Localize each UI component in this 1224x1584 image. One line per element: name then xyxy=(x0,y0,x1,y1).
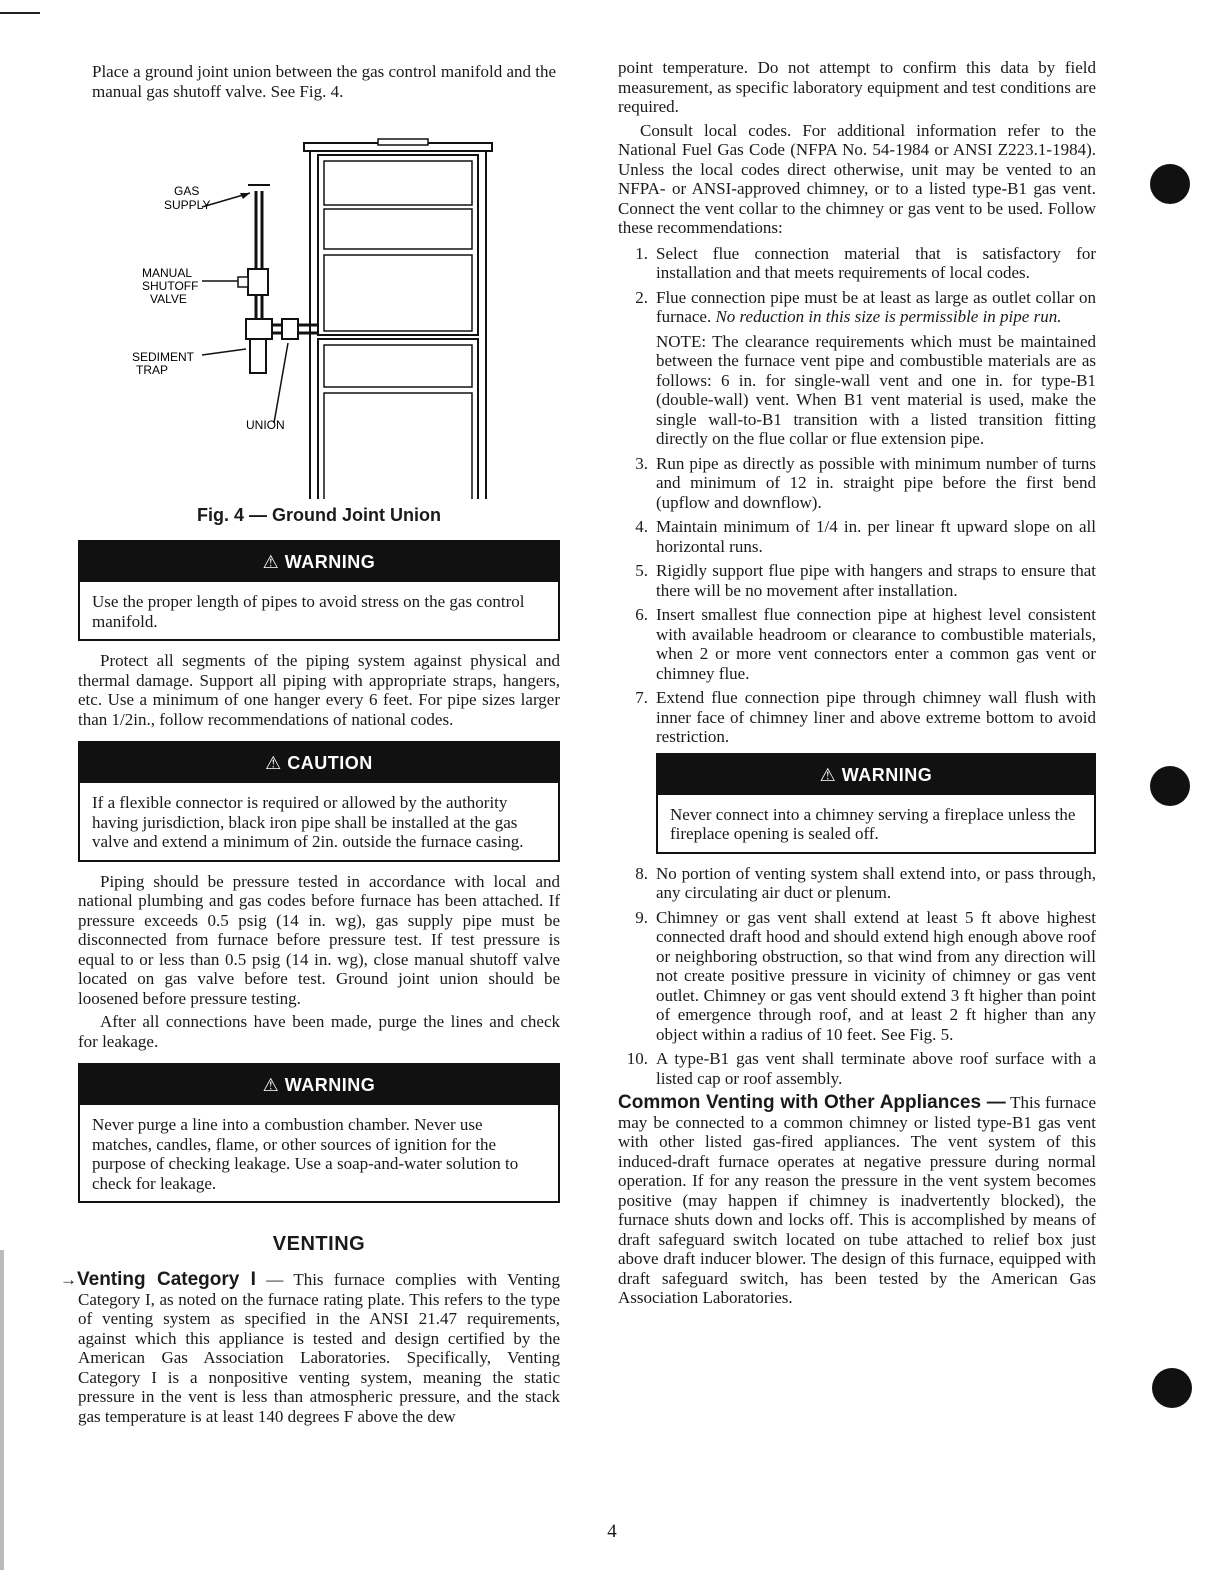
protect-paragraph: Protect all segments of the piping system against physical and thermal damage. Support all piping with appropriate straps, hangers, etc. Use a minimum of one hanger every 6 feet. For pipe sizes larger than 1/2in., follow recommendations of national codes. xyxy=(78,651,560,729)
warning-body: Never connect into a chimney serving a fireplace unless the fireplace opening is sealed off. xyxy=(670,804,1076,843)
page-number: 4 xyxy=(607,1521,617,1542)
sediment-trap xyxy=(250,339,266,373)
venting-category-text: — This furnace complies with Venting Category I, as noted on the furnace rating plate. This refers to the type of venting system as specified in the ANSI 21.47 requirements, against which this appliance is tested and design certified by the American Gas Association Laboratories. Specifically, Venting Category I is a nonpositive venting system, meaning the static pressure in the vent is less than atmospheric pressure, and the stack gas temperature is at least 140 degrees F above the dew xyxy=(78,1270,560,1426)
furnace-cabinet xyxy=(310,151,486,499)
top-rule xyxy=(0,12,40,14)
list-item: 10. A type-B1 gas vent shall terminate above roof surface with a listed cap or roof assembly. xyxy=(626,1049,1096,1088)
venting-section-title: VENTING xyxy=(272,1233,366,1255)
common-venting-heading: Common Venting with Other Appliances — xyxy=(618,1092,1006,1113)
intro-paragraph: Place a ground joint union between the gas control manifold and the manual gas shutoff valve. See Fig. 4. xyxy=(92,62,557,101)
list-item: 3. Run pipe as directly as possible with minimum number of turns and minimum of 12 in. straight pipe before the first bend (upflow and downflow). xyxy=(635,453,1096,512)
lower-panel-1 xyxy=(324,345,472,387)
recommendations-list-c xyxy=(618,864,1096,1089)
list-item: 9. Chimney or gas vent shall extend at least 5 ft above highest connected draft hood and should extend high enough above roof or neighboring obstruction, so that wind from any direction will not create positive pressure in vicinity of chimney or gas vent outlet. Chimney or gas vent should extend 3 ft higher than point of emergence through roof, and at least 2 ft higher than any object within a radius of 10 feet. See Fig. 5. xyxy=(635,907,1096,1044)
list-item: 5. Rigidly support flue pipe with hangers and straps to ensure that there will be no movement after installation. xyxy=(635,561,1096,600)
warning-header: ⚠ WARNING xyxy=(658,755,1094,795)
recommendations-list-a xyxy=(618,244,1096,327)
warning-box-purge xyxy=(78,1063,560,1203)
list-item: 4. Maintain minimum of 1/4 in. per linear ft upward slope on all horizontal runs. xyxy=(635,517,1096,556)
clearance-note: NOTE: The clearance requirements which must be maintained between the furnace vent pipe and combustible materials are as follows: 6 in. for single-wall vent and one in. for type-B1 (double-wall) vent. When B1 vent material is used, make the single wall-to-B1 transition with a listed transition fitting directly on the flue collar or flue extension pipe. xyxy=(656,331,1096,448)
label-valve: VALVE xyxy=(150,292,187,306)
margin-bullet-3 xyxy=(1152,1368,1192,1408)
lower-panel-outer xyxy=(318,339,478,499)
consult-paragraph: Consult local codes. For additional information refer to the National Fuel Gas Code (NFPA No. 54-1984 or ANSI Z223.1-1984). Unless the local codes direct otherwise, unit may be vented to an NFPA- or ANSI-approved chimney, or to a listed type-B1 gas vent. Connect the vent collar to the chimney or gas vent to be used. Follow these recommendations: xyxy=(618,120,1096,237)
warning-body: Never purge a line into a combustion chamber. Never use matches, candles, flame, or other sources of ignition for the purpose of checking leakage. Use a soap-and-water solution to check for leakage. xyxy=(92,1115,519,1193)
change-arrow: → xyxy=(60,1270,77,1289)
upper-panel-1 xyxy=(324,161,472,205)
ground-joint-union xyxy=(282,319,298,339)
list-item: 7. Extend flue connection pipe through chimney wall flush with inner face of chimney liner and above extreme bottom to avoid restriction. xyxy=(635,688,1096,746)
warning-box-pipes xyxy=(78,540,560,641)
warning-header: ⚠ WARNING xyxy=(80,542,558,582)
label-trap: TRAP xyxy=(136,363,169,377)
right-column xyxy=(618,58,1096,1308)
upper-panel-outer xyxy=(318,155,478,335)
label-supply: SUPPLY xyxy=(164,198,211,212)
list-item: 2. Flue connection pipe must be at least as large as outlet collar on furnace. No reduction in this size is permissible in pipe run. xyxy=(635,287,1096,326)
manual-shutoff-valve xyxy=(248,269,268,295)
upper-panel-3 xyxy=(324,255,472,331)
venting-category-paragraph xyxy=(60,1269,560,1426)
list-item: 6. Insert smallest flue connection pipe at highest level consistent with available headroom or clearance to combustible materials, when 2 or more vent connectors enter a common gas vent or chimney flue. xyxy=(635,605,1096,683)
recommendations-list-b xyxy=(618,454,1096,747)
margin-bullet-1 xyxy=(1150,164,1190,204)
label-manual: MANUAL xyxy=(142,266,193,280)
left-column xyxy=(60,62,560,1426)
caution-header: ⚠ CAUTION xyxy=(80,743,558,783)
label-sediment: SEDIMENT xyxy=(132,350,195,364)
caution-box xyxy=(78,741,560,862)
common-venting-paragraph xyxy=(618,1093,1096,1308)
label-union: UNION xyxy=(246,418,285,432)
label-shutoff: SHUTOFF xyxy=(142,279,199,293)
caution-body: If a flexible connector is required or allowed by the authority having jurisdiction, black iron pipe shall be installed at the gas valve and extend a minimum of 2in. outside the furnace casing. xyxy=(92,793,524,851)
label-gas: GAS xyxy=(174,184,200,198)
list-item: 1. Select flue connection material that is satisfactory for installation and that meets requirements of local codes. xyxy=(635,243,1096,282)
lower-panel-2 xyxy=(324,393,472,499)
figure-caption: Fig. 4 — Ground Joint Union xyxy=(197,505,441,525)
warning-box-chimney xyxy=(656,753,1096,854)
warning-body: Use the proper length of pipes to avoid stress on the gas control manifold. xyxy=(92,592,525,631)
venting-category-heading: Venting Category I xyxy=(77,1269,256,1290)
figure-4 xyxy=(78,109,560,499)
ground-joint-union-diagram xyxy=(78,109,560,499)
list-item: 8. No portion of venting system shall extend into, or pass through, any circulating air duct or plenum. xyxy=(635,863,1096,902)
purge-paragraph: After all connections have been made, purge the lines and check for leakage. xyxy=(78,1012,560,1051)
continued-paragraph: point temperature. Do not attempt to confirm this data by field measurement, as specific laboratory equipment and test conditions are required. xyxy=(618,58,1096,116)
warning-header: ⚠ WARNING xyxy=(80,1065,558,1105)
upper-panel-2 xyxy=(324,209,472,249)
common-venting-text: This furnace may be connected to a common chimney or listed type-B1 gas vent with other listed gas-fired appliances. The vent system of this induced-draft furnace operates at negative pressure during normal operation. If for any reason the pressure in the vent system becomes positive (may happen if chimney is inadvertently blocked), the furnace shuts down and locks off. This is accomplished by means of draft safeguard switch located on tube attached to relief box just above draft inducer blower. The design of this furnace, equipped with draft safeguard switch, has been tested by the American Gas Association Laboratories. xyxy=(618,1093,1096,1307)
margin-bullet-2 xyxy=(1150,766,1190,806)
piping-paragraph: Piping should be pressure tested in accordance with local and national plumbing and gas codes before furnace has been attached. If pressure exceeds 0.5 psig (14 in. wg), gas supply pipe must be disconnected from furnace before pressure test. If test pressure is equal to or less than 0.5 psig (14 in. wg), close manual shutoff valve located on gas valve before test. Ground joint union should be loosened before pressure testing. xyxy=(78,871,560,1008)
tee-fitting xyxy=(246,319,272,339)
